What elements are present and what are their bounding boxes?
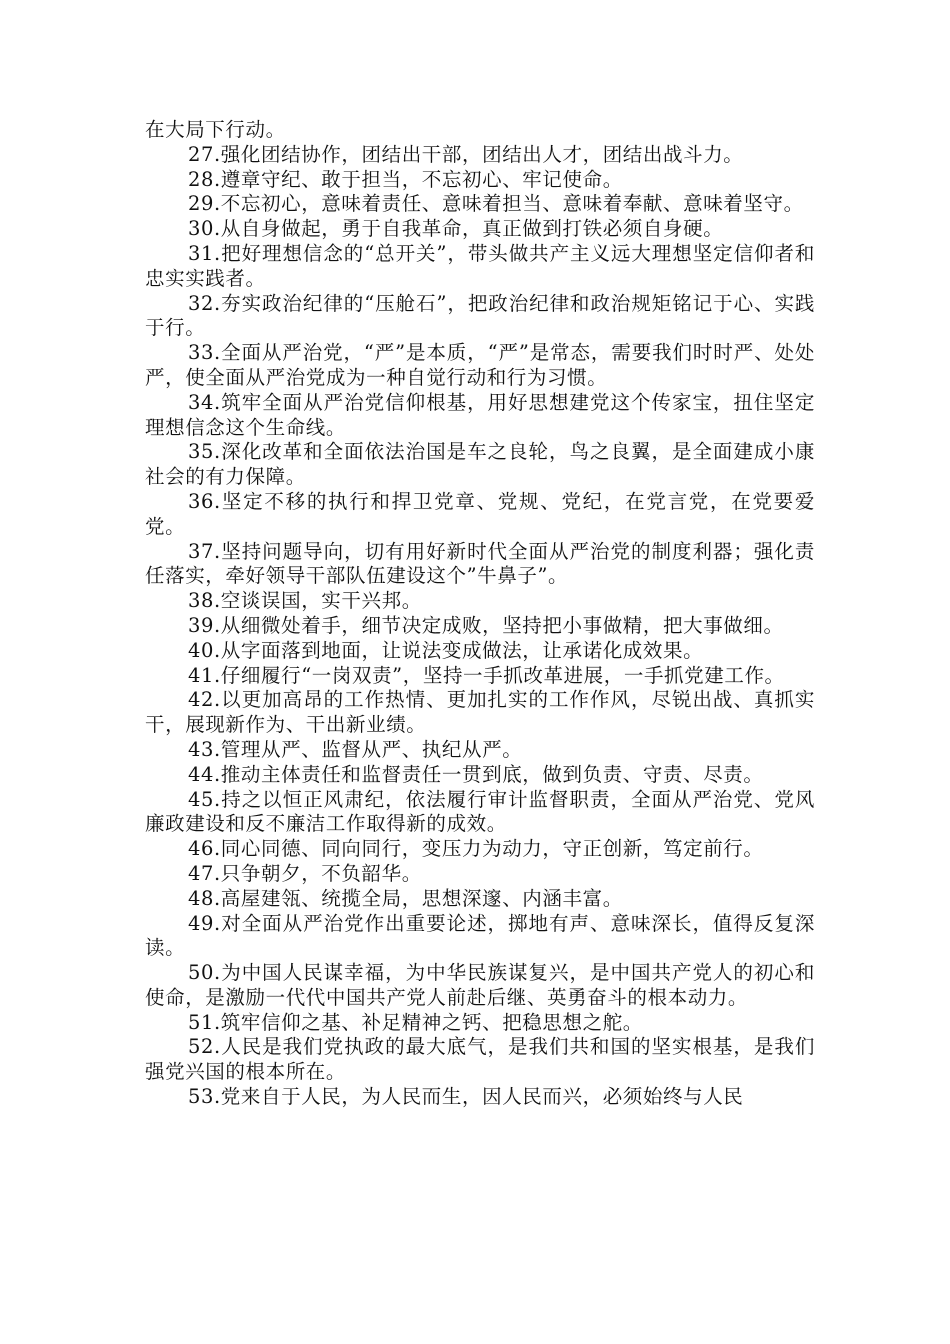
- paragraph-31: 31.把好理想信念的“总开关”，带头做共产主义远大理想坚定信仰者和忠实实践者。: [145, 241, 815, 290]
- paragraph-continuation: 在大局下行动。: [145, 118, 286, 141]
- paragraph-34: 34.筑牢全面从严治党信仰根基，用好思想建党这个传家宝，扭住坚定理想信念这个生命线。: [145, 390, 815, 439]
- paragraph-53: 53.党来自于人民，为人民而生，因人民而兴，必须始终与人民: [188, 1085, 744, 1109]
- paragraph-28: 28.遵章守纪、敢于担当，不忘初心、牢记使命。: [188, 167, 623, 191]
- paragraph-38: 38.空谈误国，实干兴邦。: [188, 589, 422, 613]
- paragraph-45: 45.持之以恒正风肃纪，依法履行审计监督职责，全面从严治党、党风廉政建设和反不廉洁工作取得新的成效。: [145, 787, 815, 836]
- paragraph-42: 42.以更加高昂的工作热情、更加扎实的工作作风，尽锐出战、真抓实干，展现新作为、干出新业绩。: [145, 688, 815, 737]
- paragraph-47: 47.只争朝夕，不负韶华。: [188, 861, 422, 885]
- paragraph-52: 52.人民是我们党执政的最大底气，是我们共和国的坚实根基，是我们强党兴国的根本所在。: [145, 1035, 815, 1084]
- paragraph-36: 36.坚定不移的执行和捍卫党章、党规、党纪，在党言党，在党要爱党。: [145, 489, 815, 538]
- paragraph-50: 50.为中国人民谋幸福，为中华民族谋复兴，是中国共产党人的初心和使命，是激励一代代中国共产党人前赴后继、英勇奋斗的根本动力。: [145, 961, 815, 1009]
- paragraph-46: 46.同心同德、同向同行，变压力为动力，守正创新，笃定前行。: [188, 837, 764, 861]
- paragraph-32: 32.夯实政治纪律的“压舱石”，把政治纪律和政治规矩铭记于心、实践于行。: [145, 291, 815, 340]
- paragraph-41: 41.仔细履行“一岗双责”，坚持一手抓改革进展，一手抓党建工作。: [188, 663, 785, 687]
- paragraph-43: 43.管理从严、监督从严、执纪从严。: [188, 737, 523, 761]
- document-body: [145, 118, 815, 1110]
- paragraph-27: 27.强化团结协作，团结出干部，团结出人才，团结出战斗力。: [188, 142, 744, 166]
- paragraph-37: 37.坚持问题导向，切有用好新时代全面从严治党的制度利器；强化责任落实，牵好领导干部队伍建设这个”牛鼻子”。: [145, 539, 815, 588]
- paragraph-40: 40.从字面落到地面，让说法变成做法，让承诺化成效果。: [188, 638, 704, 662]
- paragraph-35: 35.深化改革和全面依法治国是车之良轮，鸟之良翼，是全面建成小康社会的有力保障。: [145, 440, 815, 489]
- paragraph-49: 49.对全面从严治党作出重要论述，掷地有声、意味深长，值得反复深读。: [145, 911, 815, 960]
- paragraph-48: 48.高屋建瓴、统揽全局，思想深邃、内涵丰富。: [188, 886, 623, 910]
- paragraph-30: 30.从自身做起，勇于自我革命，真正做到打铁必须自身硬。: [188, 217, 724, 241]
- paragraph-44: 44.推动主体责任和监督责任一贯到底，做到负责、守责、尽责。: [188, 762, 764, 786]
- paragraph-29: 29.不忘初心，意味着责任、意味着担当、意味着奉献、意味着坚守。: [188, 192, 804, 216]
- paragraph-51: 51.筑牢信仰之基、补足精神之钙、把稳思想之舵。: [188, 1010, 643, 1034]
- paragraph-39: 39.从细微处着手，细节决定成败，坚持把小事做精，把大事做细。: [188, 613, 784, 637]
- paragraph-33: 33.全面从严治党，“严”是本质，“严”是常态，需要我们时时严、处处严，使全面从严治党成为一种自觉行动和行为习惯。: [145, 341, 815, 389]
